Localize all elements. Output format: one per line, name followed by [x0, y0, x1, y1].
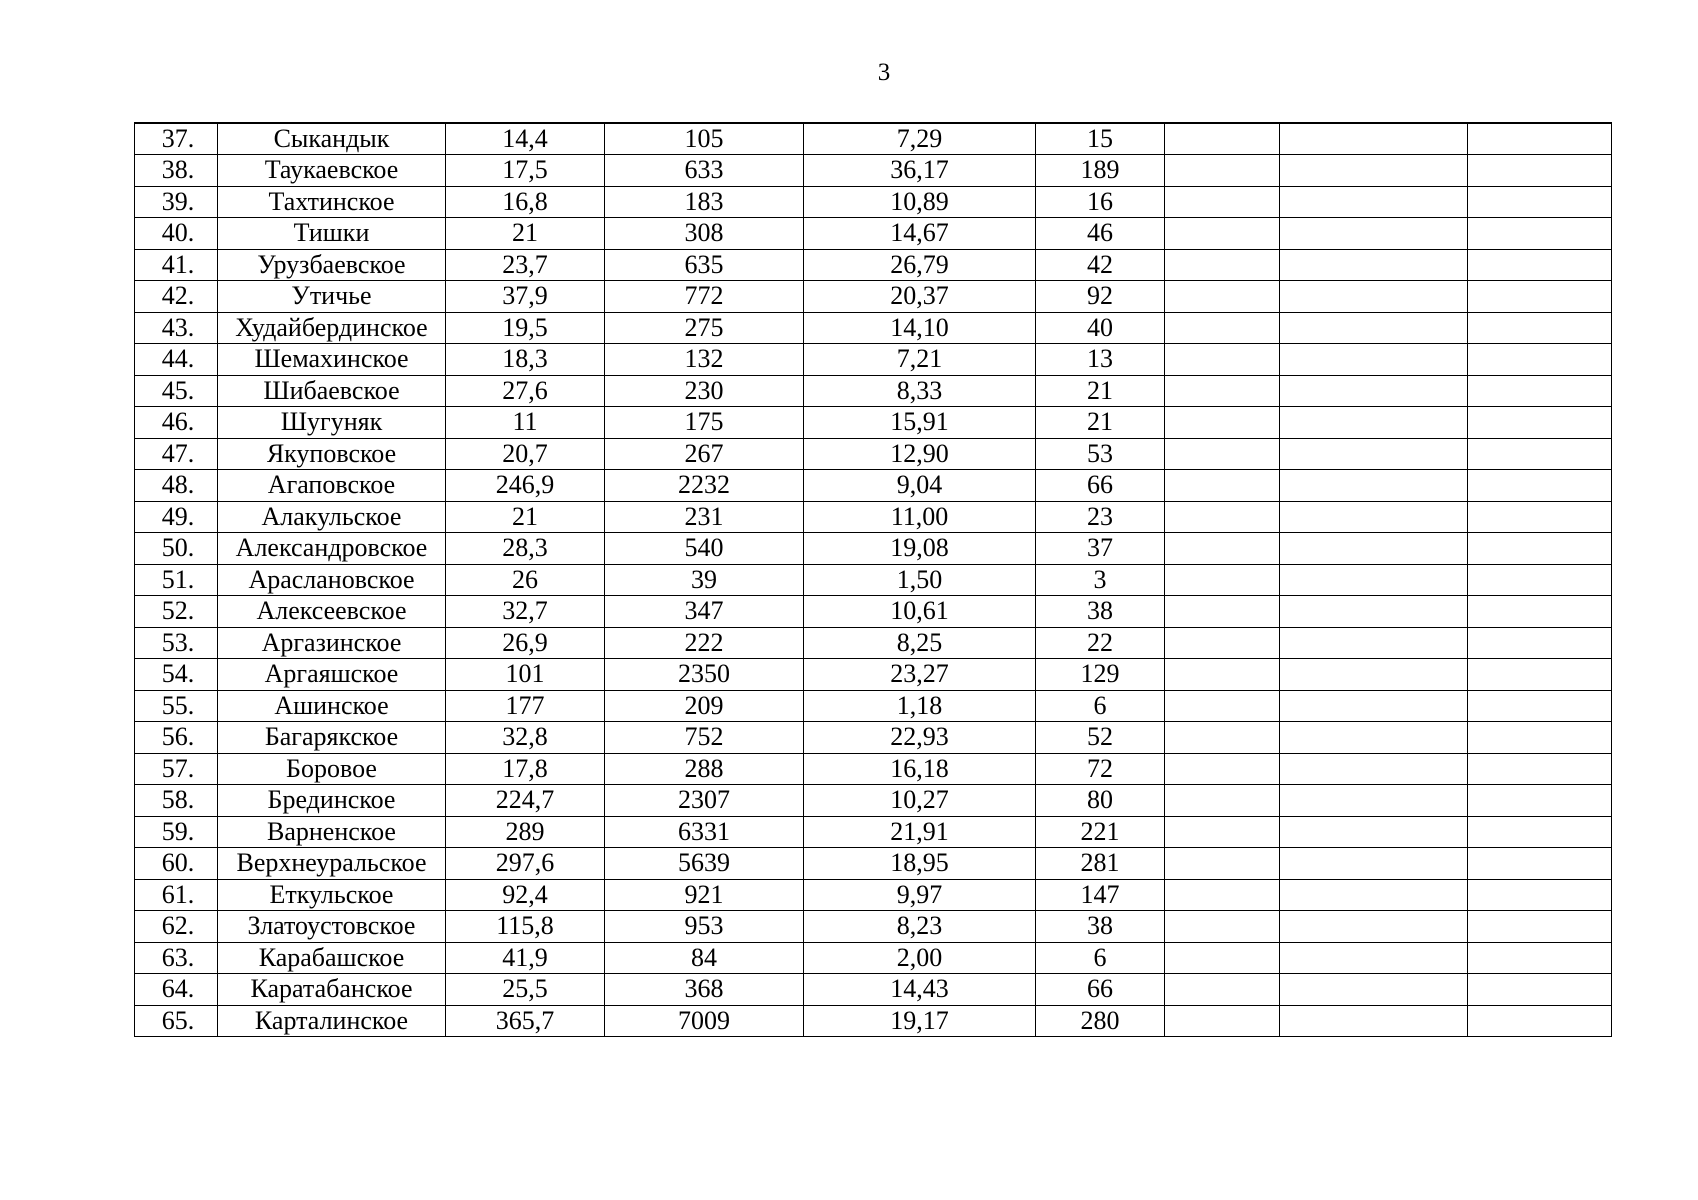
table-cell-value: 21 — [1036, 407, 1165, 439]
table-cell-ratio: 10,61 — [804, 596, 1036, 628]
table-cell-area: 21 — [446, 218, 605, 250]
table-cell-count: 288 — [605, 753, 804, 785]
table-cell-empty-cell — [1468, 816, 1612, 848]
table-cell-row-number: 42. — [135, 281, 218, 313]
table-cell-area: 21 — [446, 501, 605, 533]
table-cell-empty-cell — [1468, 753, 1612, 785]
table-cell-empty-cell — [1468, 375, 1612, 407]
table-cell-count: 183 — [605, 186, 804, 218]
table-cell-row-number: 56. — [135, 722, 218, 754]
table-cell-count: 347 — [605, 596, 804, 628]
table-row — [135, 470, 1612, 502]
table-row — [135, 155, 1612, 187]
table-cell-area: 20,7 — [446, 438, 605, 470]
table-cell-empty-cell — [1280, 974, 1468, 1006]
table-cell-row-number: 62. — [135, 911, 218, 943]
table-cell-empty-cell — [1468, 438, 1612, 470]
table-cell-count: 231 — [605, 501, 804, 533]
table-cell-empty-cell — [1165, 186, 1280, 218]
table-cell-settlement-name: Урузбаевское — [218, 249, 446, 281]
table-cell-settlement-name: Тишки — [218, 218, 446, 250]
table-cell-value: 38 — [1036, 911, 1165, 943]
table-cell-area: 297,6 — [446, 848, 605, 880]
table-cell-ratio: 9,97 — [804, 879, 1036, 911]
table-cell-row-number: 48. — [135, 470, 218, 502]
table-cell-settlement-name: Еткульское — [218, 879, 446, 911]
table-cell-ratio: 8,23 — [804, 911, 1036, 943]
table-cell-empty-cell — [1280, 848, 1468, 880]
table-row — [135, 659, 1612, 691]
table-row — [135, 816, 1612, 848]
table-cell-empty-cell — [1280, 659, 1468, 691]
table-cell-value: 189 — [1036, 155, 1165, 187]
table-cell-count: 772 — [605, 281, 804, 313]
table-cell-area: 17,8 — [446, 753, 605, 785]
table-row — [135, 690, 1612, 722]
table-cell-empty-cell — [1165, 722, 1280, 754]
table-cell-value: 6 — [1036, 942, 1165, 974]
table-cell-empty-cell — [1280, 249, 1468, 281]
table-cell-row-number: 55. — [135, 690, 218, 722]
table-cell-settlement-name: Утичье — [218, 281, 446, 313]
table-cell-empty-cell — [1165, 470, 1280, 502]
table-cell-area: 41,9 — [446, 942, 605, 974]
table-cell-empty-cell — [1165, 785, 1280, 817]
table-cell-ratio: 26,79 — [804, 249, 1036, 281]
table-cell-count: 2350 — [605, 659, 804, 691]
table-row — [135, 564, 1612, 596]
table-cell-empty-cell — [1280, 596, 1468, 628]
table-cell-empty-cell — [1280, 501, 1468, 533]
table-cell-empty-cell — [1280, 470, 1468, 502]
table-cell-row-number: 39. — [135, 186, 218, 218]
table-cell-row-number: 54. — [135, 659, 218, 691]
table-cell-empty-cell — [1468, 564, 1612, 596]
table-cell-count: 209 — [605, 690, 804, 722]
table-cell-empty-cell — [1468, 281, 1612, 313]
table-body — [135, 123, 1612, 1037]
table-cell-value: 3 — [1036, 564, 1165, 596]
table-cell-empty-cell — [1280, 627, 1468, 659]
table-cell-empty-cell — [1280, 123, 1468, 155]
table-cell-settlement-name: Карталинское — [218, 1005, 446, 1037]
table-cell-value: 129 — [1036, 659, 1165, 691]
table-cell-empty-cell — [1165, 974, 1280, 1006]
table-row — [135, 1005, 1612, 1037]
table-cell-empty-cell — [1468, 186, 1612, 218]
table-cell-row-number: 51. — [135, 564, 218, 596]
table-cell-empty-cell — [1165, 1005, 1280, 1037]
table-cell-count: 2232 — [605, 470, 804, 502]
table-cell-row-number: 43. — [135, 312, 218, 344]
table-cell-count: 132 — [605, 344, 804, 376]
table-cell-ratio: 10,27 — [804, 785, 1036, 817]
table-row — [135, 281, 1612, 313]
table-cell-empty-cell — [1468, 627, 1612, 659]
table-cell-row-number: 38. — [135, 155, 218, 187]
table-cell-settlement-name: Боровое — [218, 753, 446, 785]
table-cell-empty-cell — [1165, 753, 1280, 785]
table-cell-value: 22 — [1036, 627, 1165, 659]
table-cell-area: 289 — [446, 816, 605, 848]
table-cell-empty-cell — [1165, 533, 1280, 565]
table-cell-row-number: 46. — [135, 407, 218, 439]
table-cell-settlement-name: Шугуняк — [218, 407, 446, 439]
table-cell-empty-cell — [1468, 533, 1612, 565]
table-cell-empty-cell — [1468, 659, 1612, 691]
table-row — [135, 879, 1612, 911]
table-cell-area: 224,7 — [446, 785, 605, 817]
table-cell-row-number: 50. — [135, 533, 218, 565]
table-row — [135, 722, 1612, 754]
table-cell-ratio: 9,04 — [804, 470, 1036, 502]
table-cell-value: 37 — [1036, 533, 1165, 565]
table-cell-settlement-name: Таукаевское — [218, 155, 446, 187]
table-cell-value: 23 — [1036, 501, 1165, 533]
table-cell-empty-cell — [1280, 911, 1468, 943]
table-cell-empty-cell — [1165, 155, 1280, 187]
table-cell-count: 953 — [605, 911, 804, 943]
table-row — [135, 186, 1612, 218]
table-cell-count: 540 — [605, 533, 804, 565]
table-cell-value: 38 — [1036, 596, 1165, 628]
table-cell-value: 80 — [1036, 785, 1165, 817]
table-cell-count: 275 — [605, 312, 804, 344]
table-cell-area: 32,8 — [446, 722, 605, 754]
table-cell-ratio: 14,10 — [804, 312, 1036, 344]
table-cell-empty-cell — [1468, 942, 1612, 974]
table-cell-empty-cell — [1165, 879, 1280, 911]
table-cell-area: 177 — [446, 690, 605, 722]
table-row — [135, 438, 1612, 470]
table-row — [135, 501, 1612, 533]
table-cell-settlement-name: Агаповское — [218, 470, 446, 502]
table-cell-empty-cell — [1280, 816, 1468, 848]
table-row — [135, 911, 1612, 943]
table-cell-value: 46 — [1036, 218, 1165, 250]
table-cell-area: 25,5 — [446, 974, 605, 1006]
table-cell-empty-cell — [1468, 407, 1612, 439]
table-cell-settlement-name: Шибаевское — [218, 375, 446, 407]
table-cell-settlement-name: Каратабанское — [218, 974, 446, 1006]
table-cell-ratio: 19,17 — [804, 1005, 1036, 1037]
table-cell-empty-cell — [1280, 186, 1468, 218]
table-cell-ratio: 36,17 — [804, 155, 1036, 187]
table-cell-empty-cell — [1165, 942, 1280, 974]
table-cell-area: 27,6 — [446, 375, 605, 407]
table-cell-settlement-name: Сыкандык — [218, 123, 446, 155]
table-cell-empty-cell — [1468, 596, 1612, 628]
table-cell-empty-cell — [1165, 218, 1280, 250]
table-cell-count: 6331 — [605, 816, 804, 848]
table-cell-empty-cell — [1165, 344, 1280, 376]
table-row — [135, 375, 1612, 407]
table-cell-area: 17,5 — [446, 155, 605, 187]
table-cell-empty-cell — [1280, 375, 1468, 407]
table-cell-row-number: 45. — [135, 375, 218, 407]
table-cell-settlement-name: Аргаяшское — [218, 659, 446, 691]
table-cell-empty-cell — [1468, 312, 1612, 344]
table-cell-empty-cell — [1280, 942, 1468, 974]
table-cell-settlement-name: Тахтинское — [218, 186, 446, 218]
table-cell-count: 267 — [605, 438, 804, 470]
table-cell-ratio: 18,95 — [804, 848, 1036, 880]
table-cell-area: 14,4 — [446, 123, 605, 155]
table-cell-ratio: 21,91 — [804, 816, 1036, 848]
table-cell-row-number: 58. — [135, 785, 218, 817]
table-cell-empty-cell — [1280, 407, 1468, 439]
table-cell-empty-cell — [1165, 281, 1280, 313]
table-cell-settlement-name: Карабашское — [218, 942, 446, 974]
table-cell-ratio: 19,08 — [804, 533, 1036, 565]
table-cell-value: 66 — [1036, 470, 1165, 502]
table-cell-ratio: 20,37 — [804, 281, 1036, 313]
table-cell-settlement-name: Алакульское — [218, 501, 446, 533]
table-cell-count: 633 — [605, 155, 804, 187]
table-cell-area: 28,3 — [446, 533, 605, 565]
table-cell-empty-cell — [1280, 312, 1468, 344]
table-cell-ratio: 23,27 — [804, 659, 1036, 691]
table-row — [135, 942, 1612, 974]
table-cell-settlement-name: Александровское — [218, 533, 446, 565]
table-cell-count: 7009 — [605, 1005, 804, 1037]
table-cell-area: 18,3 — [446, 344, 605, 376]
table-cell-settlement-name: Якуповское — [218, 438, 446, 470]
table-cell-area: 246,9 — [446, 470, 605, 502]
table-row — [135, 753, 1612, 785]
table-cell-settlement-name: Алексеевское — [218, 596, 446, 628]
table-cell-settlement-name: Араслановское — [218, 564, 446, 596]
table-cell-settlement-name: Брединское — [218, 785, 446, 817]
table-cell-ratio: 1,50 — [804, 564, 1036, 596]
table-cell-empty-cell — [1280, 218, 1468, 250]
table-cell-empty-cell — [1165, 564, 1280, 596]
table-cell-ratio: 14,43 — [804, 974, 1036, 1006]
table-row — [135, 218, 1612, 250]
table-cell-count: 230 — [605, 375, 804, 407]
table-cell-area: 23,7 — [446, 249, 605, 281]
table-cell-empty-cell — [1280, 281, 1468, 313]
table-cell-area: 92,4 — [446, 879, 605, 911]
table-cell-ratio: 1,18 — [804, 690, 1036, 722]
table-cell-empty-cell — [1165, 848, 1280, 880]
table-cell-row-number: 52. — [135, 596, 218, 628]
table-cell-empty-cell — [1165, 690, 1280, 722]
table-cell-count: 635 — [605, 249, 804, 281]
table-cell-empty-cell — [1468, 123, 1612, 155]
table-cell-count: 752 — [605, 722, 804, 754]
table-cell-empty-cell — [1280, 438, 1468, 470]
table-cell-row-number: 37. — [135, 123, 218, 155]
data-table — [134, 122, 1612, 1037]
table-cell-row-number: 53. — [135, 627, 218, 659]
table-cell-empty-cell — [1165, 816, 1280, 848]
table-cell-row-number: 60. — [135, 848, 218, 880]
table-cell-ratio: 15,91 — [804, 407, 1036, 439]
table-cell-count: 5639 — [605, 848, 804, 880]
table-row — [135, 344, 1612, 376]
table-row — [135, 533, 1612, 565]
table-cell-ratio: 7,29 — [804, 123, 1036, 155]
table-cell-row-number: 59. — [135, 816, 218, 848]
table-cell-row-number: 64. — [135, 974, 218, 1006]
table-row — [135, 596, 1612, 628]
table-cell-value: 281 — [1036, 848, 1165, 880]
table-cell-area: 11 — [446, 407, 605, 439]
table-cell-area: 37,9 — [446, 281, 605, 313]
table-cell-area: 115,8 — [446, 911, 605, 943]
table-cell-count: 84 — [605, 942, 804, 974]
table-cell-ratio: 8,25 — [804, 627, 1036, 659]
table-cell-empty-cell — [1165, 911, 1280, 943]
table-cell-empty-cell — [1468, 1005, 1612, 1037]
table-cell-count: 222 — [605, 627, 804, 659]
table-cell-value: 15 — [1036, 123, 1165, 155]
table-cell-settlement-name: Багарякское — [218, 722, 446, 754]
table-cell-row-number: 40. — [135, 218, 218, 250]
table-cell-settlement-name: Аргазинское — [218, 627, 446, 659]
table-cell-area: 32,7 — [446, 596, 605, 628]
table-cell-row-number: 44. — [135, 344, 218, 376]
table-cell-empty-cell — [1165, 407, 1280, 439]
table-cell-value: 66 — [1036, 974, 1165, 1006]
table-cell-area: 101 — [446, 659, 605, 691]
table-cell-value: 6 — [1036, 690, 1165, 722]
table-cell-ratio: 12,90 — [804, 438, 1036, 470]
table-cell-empty-cell — [1165, 627, 1280, 659]
table-row — [135, 249, 1612, 281]
table-cell-empty-cell — [1280, 879, 1468, 911]
table-cell-empty-cell — [1280, 753, 1468, 785]
table-cell-empty-cell — [1280, 155, 1468, 187]
table-row — [135, 785, 1612, 817]
table-cell-empty-cell — [1280, 533, 1468, 565]
table-cell-area: 16,8 — [446, 186, 605, 218]
table-cell-empty-cell — [1468, 155, 1612, 187]
table-cell-value: 52 — [1036, 722, 1165, 754]
table-cell-empty-cell — [1165, 249, 1280, 281]
table-cell-ratio: 8,33 — [804, 375, 1036, 407]
table-row — [135, 312, 1612, 344]
table-cell-empty-cell — [1468, 848, 1612, 880]
table-cell-empty-cell — [1165, 501, 1280, 533]
table-row — [135, 407, 1612, 439]
table-cell-empty-cell — [1280, 564, 1468, 596]
table-cell-ratio: 7,21 — [804, 344, 1036, 376]
table-cell-empty-cell — [1468, 470, 1612, 502]
table-cell-value: 53 — [1036, 438, 1165, 470]
table-cell-ratio: 22,93 — [804, 722, 1036, 754]
table-cell-ratio: 16,18 — [804, 753, 1036, 785]
table-cell-value: 13 — [1036, 344, 1165, 376]
table-cell-area: 365,7 — [446, 1005, 605, 1037]
table-cell-count: 308 — [605, 218, 804, 250]
table-cell-ratio: 10,89 — [804, 186, 1036, 218]
table-cell-area: 19,5 — [446, 312, 605, 344]
table-row — [135, 848, 1612, 880]
table-cell-count: 921 — [605, 879, 804, 911]
table-cell-count: 368 — [605, 974, 804, 1006]
table-cell-value: 21 — [1036, 375, 1165, 407]
table-cell-value: 147 — [1036, 879, 1165, 911]
table-cell-empty-cell — [1165, 312, 1280, 344]
table-cell-row-number: 41. — [135, 249, 218, 281]
table-cell-row-number: 47. — [135, 438, 218, 470]
table-cell-ratio: 14,67 — [804, 218, 1036, 250]
table-cell-empty-cell — [1280, 785, 1468, 817]
table-cell-empty-cell — [1165, 438, 1280, 470]
table-row — [135, 974, 1612, 1006]
table-cell-count: 175 — [605, 407, 804, 439]
table-cell-empty-cell — [1165, 123, 1280, 155]
table-cell-value: 92 — [1036, 281, 1165, 313]
table-cell-ratio: 11,00 — [804, 501, 1036, 533]
table-cell-ratio: 2,00 — [804, 942, 1036, 974]
table-row — [135, 627, 1612, 659]
table-cell-settlement-name: Худайбердинское — [218, 312, 446, 344]
table-cell-settlement-name: Верхнеуральское — [218, 848, 446, 880]
table-cell-empty-cell — [1468, 785, 1612, 817]
page-number: 3 — [877, 59, 891, 86]
table-cell-value: 280 — [1036, 1005, 1165, 1037]
table-cell-value: 42 — [1036, 249, 1165, 281]
table-cell-value: 221 — [1036, 816, 1165, 848]
table-cell-empty-cell — [1468, 218, 1612, 250]
table-cell-empty-cell — [1468, 690, 1612, 722]
table-cell-settlement-name: Златоустовское — [218, 911, 446, 943]
table-cell-row-number: 49. — [135, 501, 218, 533]
table-cell-settlement-name: Ашинское — [218, 690, 446, 722]
table-cell-count: 105 — [605, 123, 804, 155]
table-cell-settlement-name: Шемахинское — [218, 344, 446, 376]
table-cell-empty-cell — [1468, 974, 1612, 1006]
table-cell-empty-cell — [1165, 375, 1280, 407]
table-cell-empty-cell — [1165, 596, 1280, 628]
table-cell-empty-cell — [1468, 344, 1612, 376]
table-cell-value: 72 — [1036, 753, 1165, 785]
table-cell-empty-cell — [1468, 879, 1612, 911]
table-row — [135, 123, 1612, 155]
table-cell-empty-cell — [1165, 659, 1280, 691]
table-cell-row-number: 63. — [135, 942, 218, 974]
table-cell-empty-cell — [1468, 911, 1612, 943]
table-cell-settlement-name: Варненское — [218, 816, 446, 848]
table-cell-row-number: 57. — [135, 753, 218, 785]
table-cell-empty-cell — [1280, 344, 1468, 376]
table-cell-value: 40 — [1036, 312, 1165, 344]
table-cell-empty-cell — [1280, 1005, 1468, 1037]
table-cell-count: 39 — [605, 564, 804, 596]
table-cell-empty-cell — [1280, 722, 1468, 754]
table-cell-empty-cell — [1468, 249, 1612, 281]
table-cell-value: 16 — [1036, 186, 1165, 218]
table-cell-row-number: 61. — [135, 879, 218, 911]
table-cell-count: 2307 — [605, 785, 804, 817]
table-cell-row-number: 65. — [135, 1005, 218, 1037]
table-cell-area: 26,9 — [446, 627, 605, 659]
table-cell-empty-cell — [1280, 690, 1468, 722]
table-cell-empty-cell — [1468, 722, 1612, 754]
table-cell-empty-cell — [1468, 501, 1612, 533]
table-cell-area: 26 — [446, 564, 605, 596]
